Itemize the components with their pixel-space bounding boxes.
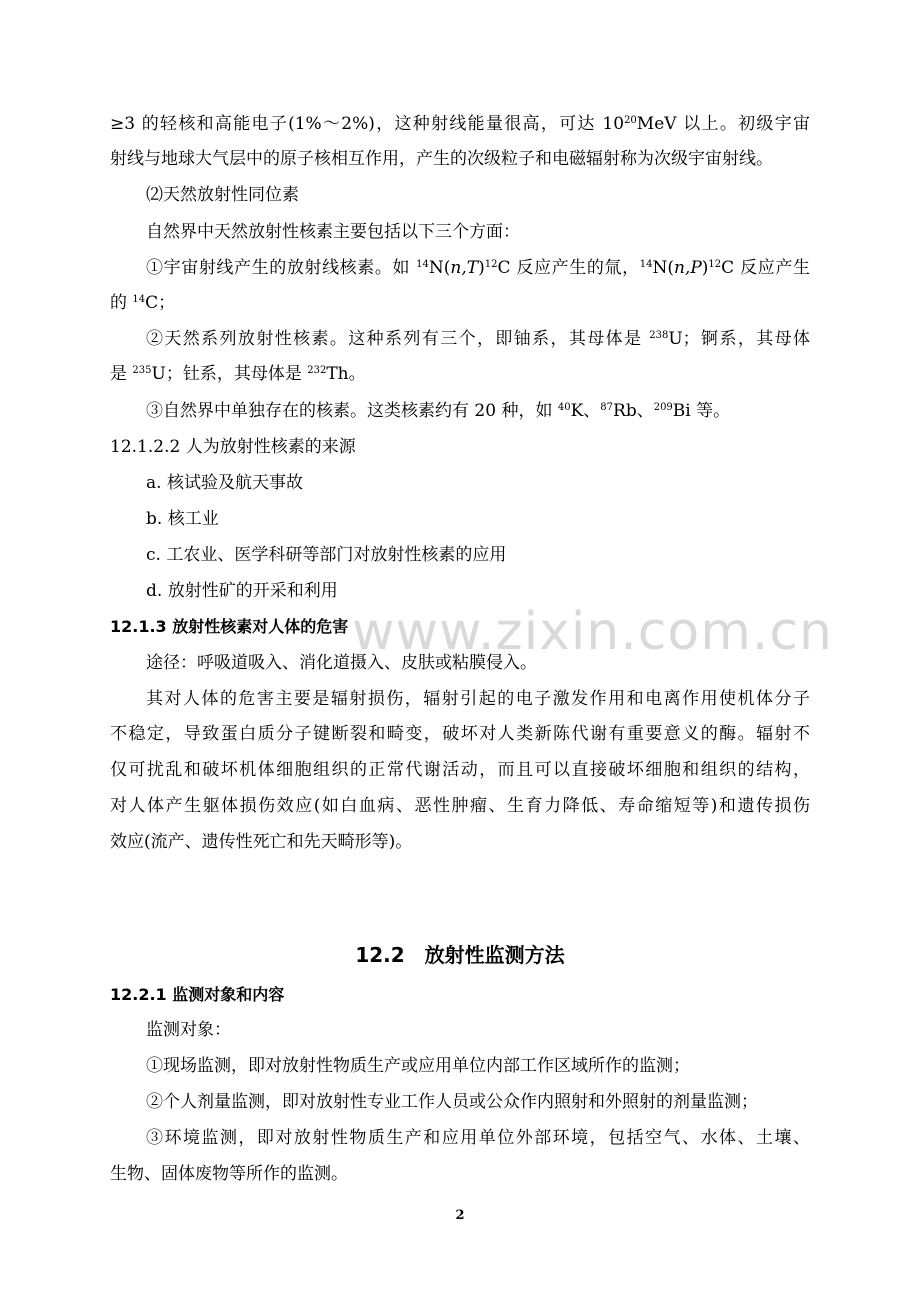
watermark: www.zixin.com.cn [352, 602, 833, 662]
harm-paragraph-line: 效应(流产、遗传性死亡和先天畸形等)。 [110, 832, 413, 852]
natural-isotopes-heading: ⑵天然放射性同位素 [146, 185, 299, 205]
artificial-source-item: b. 核工业 [146, 509, 219, 529]
isotope-item-3: ③自然界中单独存在的核素。这类核素约有 20 种，如 $^{40}$K、$^{87}$Rb、$^{209}$Bi 等。 [146, 401, 731, 421]
chapter-title: 放射性监测方法 [424, 943, 565, 967]
cosmic-ray-line-2: 射线与地球大气层中的原子核相互作用，产生的次级粒子和电磁辐射称为次级宇宙射线。 [110, 149, 773, 169]
harm-route: 途径：呼吸道吸入、消化道摄入、皮肤或粘膜侵入。 [146, 653, 537, 673]
isotope-item-2-line-2: 是 $^{235}$U；钍系，其母体是 $^{232}$Th。 [110, 364, 366, 384]
artificial-source-item: d. 放射性矿的开采和利用 [146, 581, 338, 601]
harm-paragraph-line: 其对人体的危害主要是辐射损伤，辐射引起的电子激发作用和电离作用使机体分子 [146, 689, 810, 709]
harm-paragraph-line: 不稳定，导致蛋白质分子键断裂和畸变，破坏对人类新陈代谢有重要意义的酶。辐射不 [110, 724, 810, 744]
page-number: 2 [455, 1208, 465, 1223]
monitoring-objects-label: 监测对象： [146, 1020, 231, 1040]
artificial-source-item: c. 工农业、医学科研等部门对放射性核素的应用 [146, 545, 507, 565]
harm-paragraph-line: 仅可扰乱和破坏机体细胞组织的正常代谢活动，而且可以直接破坏细胞和组织的结构， [110, 760, 810, 780]
isotope-item-1-line-2: 的 $^{14}$C； [110, 293, 176, 313]
cosmic-ray-line-1: ≥3 的轻核和高能电子(1%～2%)，这种射线能量很高，可达 $10^{20}MeV$ 以上。初级宇宙 [110, 114, 811, 134]
monitoring-item-3-line-2: 生物、固体废物等所作的监测。 [110, 1164, 348, 1184]
monitoring-item-2: ②个人剂量监测，即对放射性专业工作人员或公众作内照射和外照射的剂量监测； [146, 1092, 758, 1112]
chapter-number: 12.2 [355, 943, 405, 967]
monitoring-item-1: ①现场监测，即对放射性物质生产或应用单位内部工作区域所作的监测； [146, 1056, 690, 1076]
harm-paragraph-line: 对人体产生躯体损伤效应(如白血病、恶性肿瘤、生育力降低、寿命缩短等)和遗传损伤 [110, 796, 810, 816]
natural-isotopes-intro: 自然界中天然放射性核素主要包括以下三个方面： [146, 222, 520, 242]
isotope-item-1-line-1: ①宇宙射线产生的放射线核素。如 $^{14}N(n,T)^{12}C$ 反应产生的氚，$^{14}N(n,P)^{12}C$ 反应产生 [146, 258, 810, 278]
monitoring-item-3-line-1: ③环境监测，即对放射性物质生产和应用单位外部环境，包括空气、水体、土壤、 [146, 1128, 810, 1148]
artificial-source-item: a. 核试验及航天事故 [146, 473, 303, 493]
isotope-item-2-line-1: ②天然系列放射性核素。这种系列有三个，即铀系，其母体是 $^{238}$U；锕系，其母体 [146, 329, 810, 349]
harm-section-heading: 12.1.3 放射性核素对人体的危害 [110, 617, 349, 636]
chapter-heading [0, 939, 920, 968]
artificial-sources-heading: 12.1.2.2 人为放射性核素的来源 [110, 437, 356, 457]
monitoring-section-heading: 12.2.1 监测对象和内容 [110, 985, 285, 1004]
